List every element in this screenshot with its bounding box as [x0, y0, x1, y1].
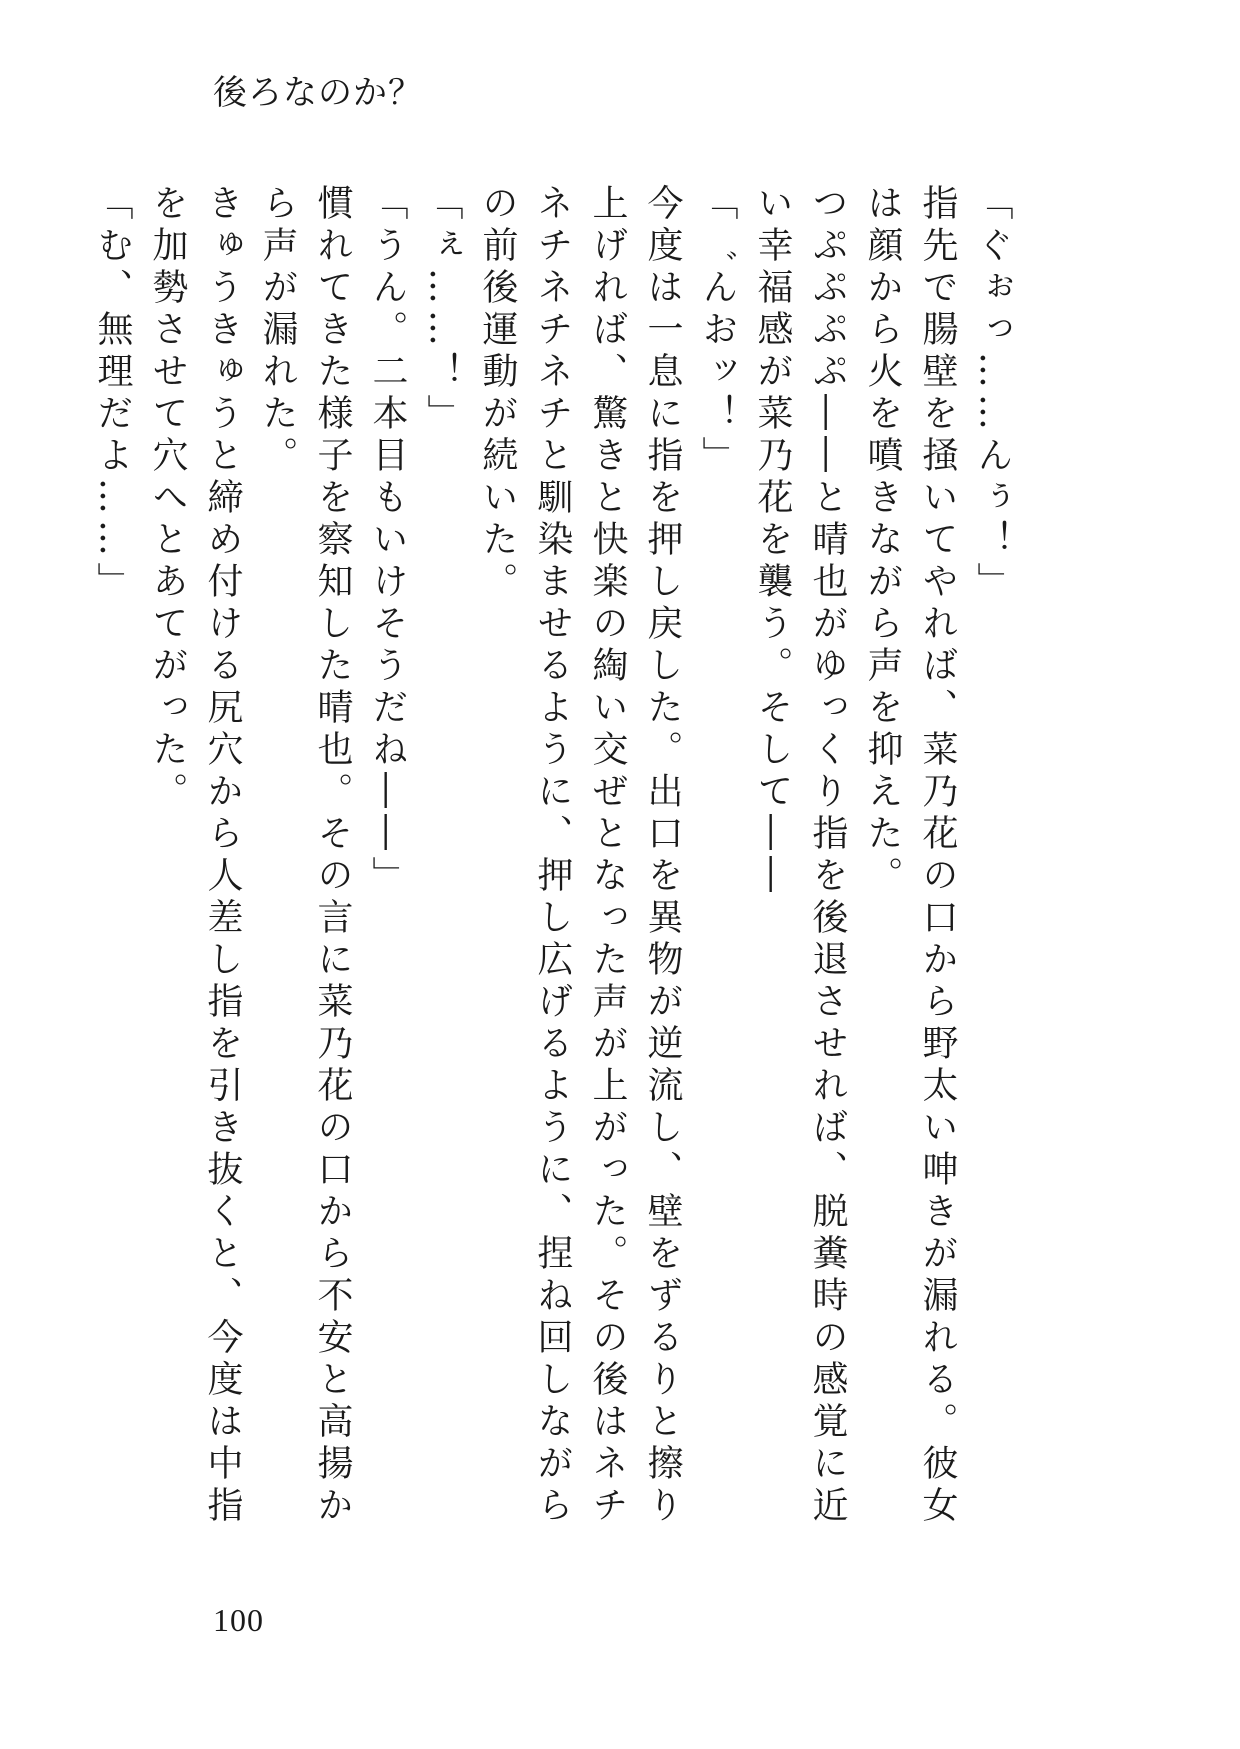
- vertical-text-body: [92, 184, 1020, 1564]
- text-line: 「ぇ……！」: [422, 184, 463, 436]
- text-line: 今度は一息に指を押し戻した。出口を異物が逆流し、壁をずるりと擦り上げれば、驚きと快楽の綯い交ぜとなった声が上がった。その後はネチネチネチネチと馴染ませるように、押し広げるように、捏ね回しながらの前後運動が続いた。: [477, 184, 683, 1528]
- text-line: きゅうきゅうと締め付ける尻穴から人差し指を引き抜くと、今度は中指を加勢させて穴へとあてがった。: [147, 184, 243, 1528]
- text-line: 慣れてきた様子を察知した晴也。その言に菜乃花の口から不安と高揚から声が漏れた。: [257, 184, 353, 1528]
- text-line: つぷぷぷぷ――と晴也がゆっくり指を後退させれば、脱糞時の感覚に近い幸福感が菜乃花を襲う。そして――: [752, 184, 848, 1528]
- running-title: 後ろなのか？: [213, 73, 423, 113]
- text-line: 「む、無理だよ……」: [92, 184, 133, 604]
- text-line: 「゛んおッ！」: [697, 184, 738, 478]
- text-line: 指先で腸壁を掻いてやれば、菜乃花の口から野太い呻きが漏れる。彼女は顔から火を噴きながら声を抑えた。: [862, 184, 958, 1528]
- text-line: 「ぐぉっ……んぅ！」: [972, 184, 1013, 604]
- text-line: 「うん。二本目もいけそうだね――」: [367, 184, 408, 898]
- page-number: 100: [213, 1602, 264, 1638]
